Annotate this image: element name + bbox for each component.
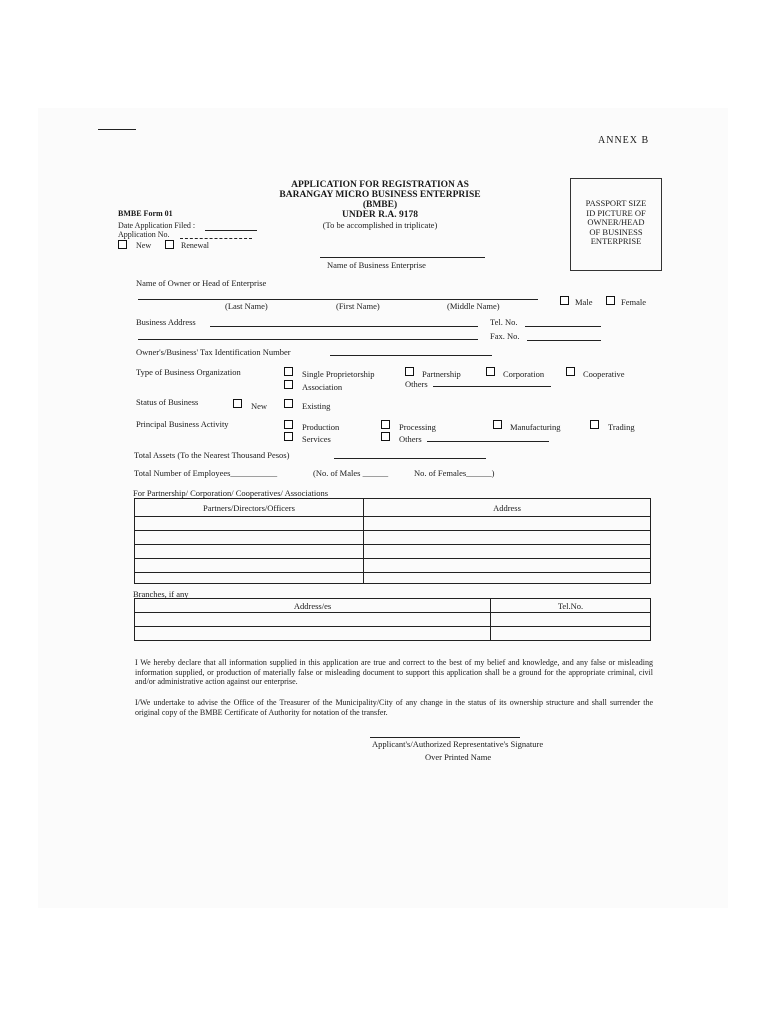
corporation-label: Corporation [503, 369, 545, 379]
activity-others-label: Others [399, 434, 422, 444]
org-others-label: Others [405, 379, 428, 389]
owner-name-label: Name of Owner or Head of Enterprise [136, 278, 267, 288]
association-checkbox[interactable] [284, 380, 293, 389]
manufacturing-checkbox[interactable] [493, 420, 502, 429]
middle-name-caption: (Middle Name) [447, 301, 500, 311]
trading-checkbox[interactable] [590, 420, 599, 429]
branches-table [134, 598, 651, 641]
production-label: Production [302, 422, 340, 432]
org-others-field[interactable] [433, 386, 551, 387]
total-assets-field[interactable] [334, 458, 486, 459]
declaration-paragraph-2: I/We undertake to advise the Office of the Treasurer of the Municipality/City of any change in the status of its ownership structure and shall surrender the original copy of the BMBE Certificate of Authority for notation of the transfer. [135, 698, 653, 717]
renewal-checkbox[interactable] [165, 240, 174, 249]
services-label: Services [302, 434, 331, 444]
form-title-2: BARANGAY MICRO BUSINESS ENTERPRISE [279, 190, 481, 200]
males-label: (No. of Males ______ [313, 468, 389, 478]
table-cell[interactable] [364, 545, 651, 559]
total-assets-label: Total Assets (To the Nearest Thousand Pesos) [134, 450, 290, 460]
status-existing-label: Existing [302, 401, 331, 411]
form-title-3: (BMBE) [362, 200, 398, 210]
photo-line: PASSPORT SIZE [585, 198, 647, 208]
female-label: Female [621, 297, 647, 307]
table-cell[interactable] [364, 517, 651, 531]
photo-line: ID PICTURE OF [586, 207, 646, 218]
owner-name-field[interactable] [138, 299, 538, 300]
cooperative-checkbox[interactable] [566, 367, 575, 376]
form-title-1: APPLICATION FOR REGISTRATION AS [291, 180, 469, 190]
processing-label: Processing [399, 422, 436, 432]
table-cell[interactable] [135, 545, 364, 559]
table-row[interactable] [135, 517, 651, 531]
table-cell[interactable] [364, 531, 651, 545]
signature-label: Applicant's/Authorized Representative's Signature [372, 739, 544, 749]
new-application-checkbox[interactable] [118, 240, 127, 249]
table-cell[interactable] [491, 613, 651, 627]
annex-label: ANNEX B [598, 135, 650, 146]
business-address-field-2[interactable] [138, 339, 478, 340]
branches-address-header: Address/es [135, 599, 491, 613]
single-proprietorship-checkbox[interactable] [284, 367, 293, 376]
fax-label: Fax. No. [490, 331, 520, 341]
services-checkbox[interactable] [284, 432, 293, 441]
first-name-caption: (First Name) [336, 301, 380, 311]
partners-table-caption: For Partnership/ Corporation/ Cooperatives/ Associations [133, 488, 329, 498]
table-cell[interactable] [135, 559, 364, 573]
photo-line: OWNER/HEAD [587, 217, 645, 227]
table-row[interactable] [135, 613, 651, 627]
table-cell[interactable] [135, 531, 364, 545]
female-checkbox[interactable] [606, 296, 615, 305]
branches-tel-header: Tel.No. [491, 599, 651, 613]
partners-table [134, 498, 651, 584]
form-title-4: UNDER R.A. 9178 [342, 210, 418, 220]
cooperative-label: Cooperative [583, 369, 625, 379]
branches-table-caption: Branches, if any [133, 589, 189, 599]
processing-checkbox[interactable] [381, 420, 390, 429]
activity-label: Principal Business Activity [136, 419, 229, 429]
tel-label: Tel. No. [490, 317, 518, 327]
table-cell[interactable] [491, 627, 651, 641]
application-no-field[interactable] [180, 238, 252, 239]
application-no-label: Application No. [118, 230, 170, 239]
table-row[interactable] [135, 531, 651, 545]
employees-label: Total Number of Employees___________ [134, 468, 278, 478]
partnership-label: Partnership [422, 369, 461, 379]
tel-field[interactable] [525, 326, 601, 327]
corporation-checkbox[interactable] [486, 367, 495, 376]
single-proprietorship-label: Single Proprietorship [302, 369, 375, 379]
declaration-paragraph-1: I We hereby declare that all information supplied in this application are true and correct to the best of my belief and knowledge, and any false or misleading information supplied, or production of materially false or misleading document to support this application shall be a ground for the appropriate criminal, civil and/or administrative action against our enterprise. [135, 658, 653, 686]
tin-label: Owner's/Business' Tax Identification Number [136, 347, 291, 357]
photo-box [570, 178, 662, 271]
business-name-label: Name of Business Enterprise [327, 260, 426, 270]
association-label: Association [302, 382, 343, 392]
table-row[interactable] [135, 545, 651, 559]
org-type-label: Type of Business Organization [136, 367, 241, 377]
manufacturing-label: Manufacturing [510, 422, 561, 432]
form-subtitle: (To be accomplished in triplicate) [322, 220, 438, 230]
table-cell[interactable] [364, 559, 651, 573]
status-label: Status of Business [136, 397, 199, 407]
photo-box-text [571, 199, 661, 247]
date-filed-field[interactable] [205, 230, 257, 231]
table-cell[interactable] [135, 517, 364, 531]
tin-field[interactable] [330, 355, 492, 356]
trading-label: Trading [608, 422, 635, 432]
business-address-label: Business Address [136, 317, 196, 327]
signature-field[interactable] [370, 737, 520, 738]
business-name-field[interactable] [320, 257, 485, 258]
table-row[interactable] [135, 573, 651, 584]
new-application-label: New [136, 241, 152, 250]
male-checkbox[interactable] [560, 296, 569, 305]
scribble-mark [98, 129, 136, 130]
fax-field[interactable] [527, 340, 601, 341]
table-cell[interactable] [135, 613, 491, 627]
partners-address-header: Address [364, 499, 651, 517]
partners-header: Partners/Directors/Officers [135, 499, 364, 517]
production-checkbox[interactable] [284, 420, 293, 429]
activity-others-checkbox[interactable] [381, 432, 390, 441]
form-number: BMBE Form 01 [118, 209, 173, 218]
partnership-checkbox[interactable] [405, 367, 414, 376]
table-row[interactable] [135, 559, 651, 573]
date-filed-label: Date Application Filed : [118, 221, 196, 230]
table-row[interactable] [135, 627, 651, 641]
status-existing-checkbox[interactable] [284, 399, 293, 408]
printed-name-label: Over Printed Name [425, 752, 492, 762]
renewal-label: Renewal [181, 241, 209, 250]
activity-others-field[interactable] [427, 441, 549, 442]
photo-line: ENTERPRISE [590, 236, 642, 246]
table-cell[interactable] [364, 573, 651, 584]
photo-line: OF BUSINESS [589, 226, 643, 237]
status-new-checkbox[interactable] [233, 399, 242, 408]
table-cell[interactable] [135, 573, 364, 584]
table-cell[interactable] [135, 627, 491, 641]
male-label: Male [575, 297, 593, 307]
business-address-field-1[interactable] [210, 326, 478, 327]
last-name-caption: (Last Name) [225, 301, 268, 311]
females-label: No. of Females______) [414, 468, 495, 478]
status-new-label: New [251, 401, 268, 411]
